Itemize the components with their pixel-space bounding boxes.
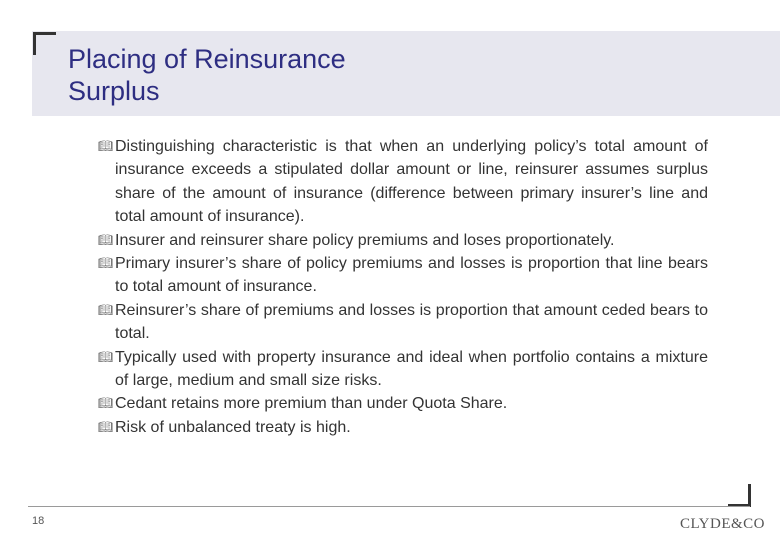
book-icon: 📖︎: [98, 349, 114, 364]
bullet-item: [98, 135, 708, 229]
bullet-text: Primary insurer’s share of policy premiums and losses is proportion that line bears to total amount of insurance.: [115, 255, 708, 296]
bullet-text: Typically used with property insurance and ideal when portfolio contains a mixture of large, medium and small size risks.: [115, 348, 708, 390]
bullet-text: Insurer and reinsurer share policy premiums and loses proportionately.: [115, 231, 615, 249]
book-icon: 📖︎: [98, 419, 114, 434]
bullet-item: [98, 392, 708, 415]
footer-divider: [28, 506, 750, 507]
bullet-item: [98, 416, 708, 439]
bullet-item: [98, 299, 708, 346]
bullet-text: Cedant retains more premium than under Quota Share.: [115, 395, 508, 413]
bullet-text: Risk of unbalanced treaty is high.: [115, 418, 351, 436]
page-number: 18: [32, 515, 45, 527]
corner-bracket-top-left: [33, 32, 56, 55]
corner-bracket-bottom-right: [728, 484, 751, 507]
book-icon: 📖︎: [98, 396, 114, 411]
book-icon: 📖︎: [98, 256, 114, 271]
slide-title-line-2: Surplus: [68, 76, 160, 106]
book-icon: 📖︎: [98, 302, 114, 317]
company-logo: CLYDE&CO: [680, 516, 765, 532]
book-icon: 📖︎: [98, 139, 114, 153]
bullet-text: Reinsurer’s share of premiums and losses is proportion that amount ceded bears to total.: [115, 301, 708, 343]
bullet-item: [98, 229, 708, 252]
book-icon: 📖︎: [98, 232, 114, 247]
slide-title-line-1: Placing of Reinsurance: [68, 44, 346, 74]
bullet-list: [98, 135, 708, 439]
bullet-item: [98, 346, 708, 393]
bullet-text: Distinguishing characteristic is that when an underlying policy’s total amount of insurance exceeds a stipulated dollar amount or line, reinsurer assumes surplus share of the amount of insurance (difference between primary insurer’s line and total amount of insurance).: [115, 138, 708, 226]
bullet-item: [98, 252, 708, 299]
slide-title: [68, 43, 346, 107]
